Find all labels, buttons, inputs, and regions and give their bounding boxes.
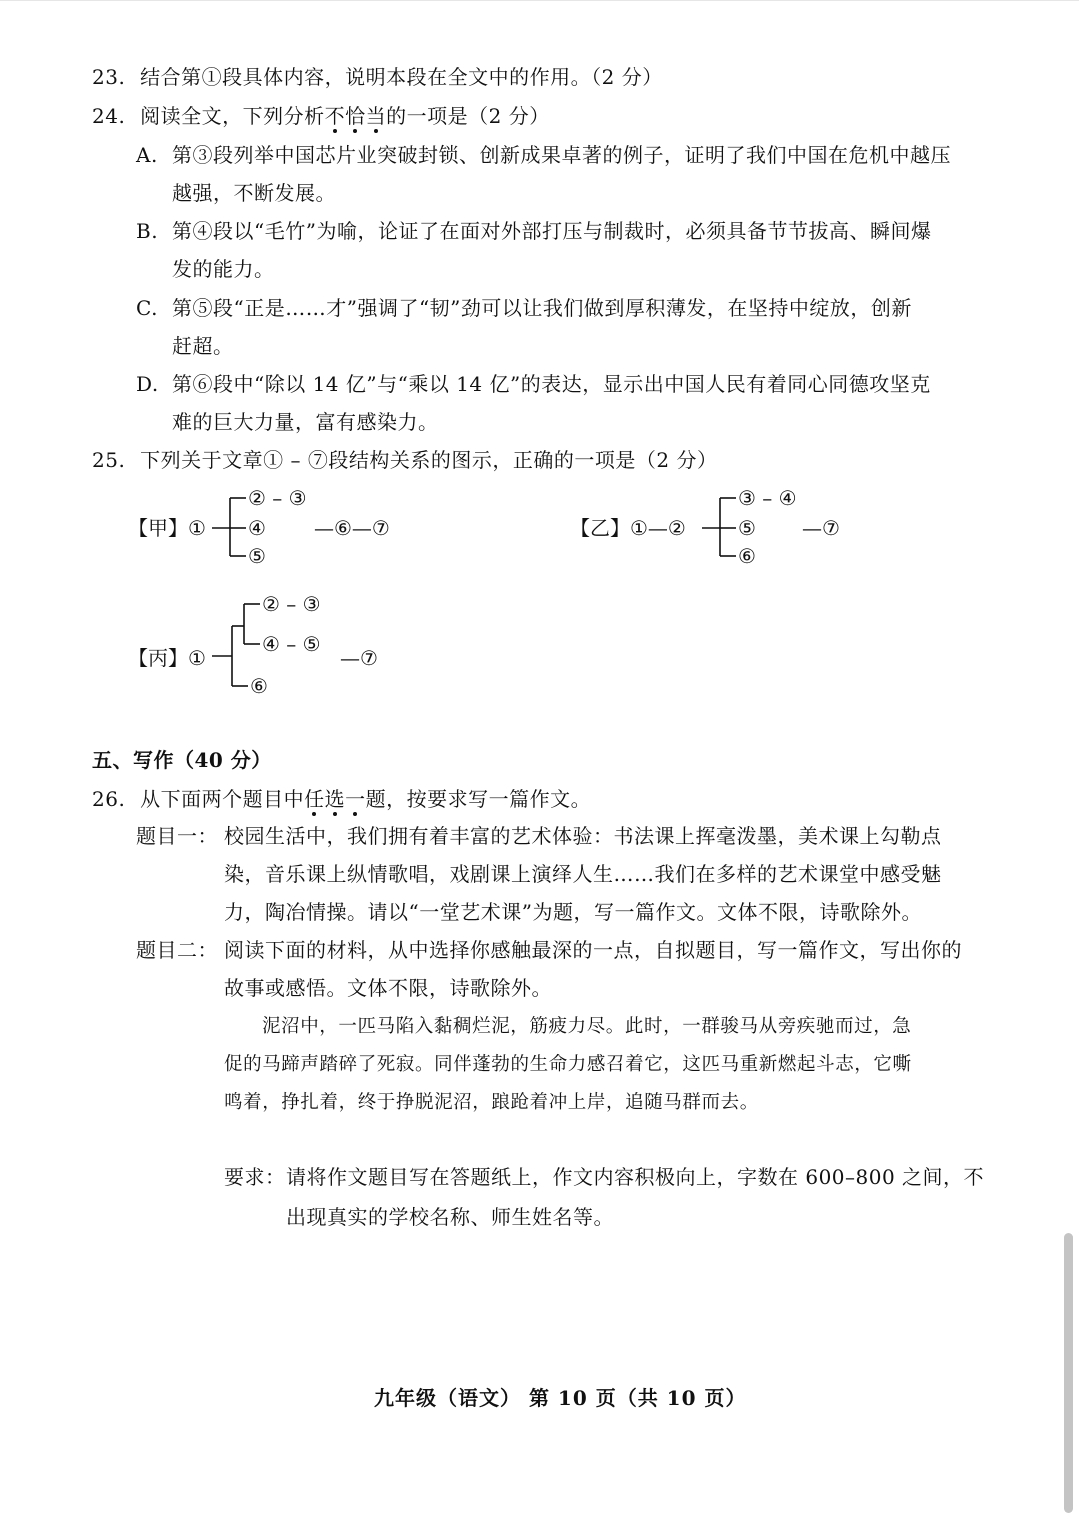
option-a [136, 141, 951, 169]
diagram-label: 【乙】 [570, 516, 630, 540]
page-footer: 九年级（语文） 第 10 页（共 10 页） [374, 1386, 747, 1410]
option-b-continued: 发的能力。 [172, 257, 275, 281]
material-paragraph-continued: 促的马蹄声踏碎了死寂。同伴蓬勃的生命力感召着它，这匹马重新燃起斗志，它嘶 [224, 1054, 912, 1075]
option-text: 第⑥段中“除以 14 亿”与“乘以 14 亿”的表达，显示出中国人民有着同心同德攻坚克 [172, 372, 931, 396]
topic-one [136, 822, 942, 850]
material-paragraph-continued: 鸣着，挣扎着，终于挣脱泥沼，踉跄着冲上岸，追随马群而去。 [224, 1092, 759, 1113]
question-23 [92, 63, 663, 91]
option-b [136, 217, 931, 245]
option-c-continued: 赶超。 [172, 334, 234, 358]
question-text-part: 的一项是（2 分） [386, 104, 550, 128]
diagram-root-node: ① [188, 646, 206, 670]
topic-label: 题目二： [136, 938, 218, 962]
diagram-root-node: ① [188, 516, 206, 540]
question-text [140, 104, 550, 128]
diagram-branch-node: ④ [248, 516, 266, 540]
option-letter: C. [136, 296, 158, 320]
emphasis-char: 当 [365, 104, 387, 128]
option-text: 第③段列举中国芯片业突破封锁、创新成果卓著的例子，证明了我们中国在危机中越压 [172, 143, 951, 167]
requirement-label: 要求： [224, 1165, 286, 1189]
requirement-text: 请将作文题目写在答题纸上，作文内容积极向上，字数在 600–800 之间，不 [286, 1165, 985, 1189]
emphasis-char: 不 [324, 104, 346, 128]
topic-two [136, 936, 962, 964]
diagram-branch-node: ② – ③ [248, 486, 307, 510]
diagram-label: 【丙】 [128, 646, 188, 670]
option-text: 第④段以“毛竹”为喻，论证了在面对外部打压与制裁时，必须具备节节拔高、瞬间爆 [172, 219, 932, 243]
diagram-branch-node: ⑥ [738, 544, 756, 568]
diagram-label: 【甲】 [128, 516, 188, 540]
option-letter: A. [136, 143, 158, 167]
diagram-branch-node: ⑤ [738, 516, 756, 540]
diagram-tail-nodes: —⑦ [340, 646, 378, 670]
question-number: 24. [92, 104, 126, 128]
option-letter: D. [136, 372, 159, 396]
structure-diagram-bing [128, 590, 448, 700]
topic-label: 题目一： [136, 824, 218, 848]
question-number: 25. [92, 448, 126, 472]
question-number: 26. [92, 787, 126, 811]
option-letter: B. [136, 219, 159, 243]
diagram-tail-nodes: —⑥—⑦ [314, 516, 390, 540]
question-number: 23. [92, 65, 126, 89]
question-24 [92, 102, 550, 130]
structure-diagram-yi [570, 484, 870, 574]
question-25 [92, 446, 717, 474]
emphasis-char: 一 [345, 787, 366, 811]
question-text: 下列关于文章① – ⑦段结构关系的图示，正确的一项是（2 分） [140, 448, 718, 472]
option-d [136, 370, 931, 398]
topic-one-continued: 力，陶冶情操。请以“一堂艺术课”为题，写一篇作文。文体不限，诗歌除外。 [224, 900, 922, 924]
diagram-branch-node: ③ – ④ [738, 486, 797, 510]
section-title: 五、写作（40 分） [92, 748, 272, 772]
emphasis-char: 恰 [345, 104, 366, 128]
requirement-continued: 出现真实的学校名称、师生姓名等。 [286, 1205, 614, 1229]
option-a-continued: 越强，不断发展。 [172, 181, 336, 205]
question-text: 结合第①段具体内容，说明本段在全文中的作用。（2 分） [140, 65, 663, 89]
topic-two-continued: 故事或感悟。文体不限，诗歌除外。 [224, 976, 552, 1000]
diagram-branch-node: ② – ③ [262, 592, 321, 616]
question-26 [92, 785, 591, 813]
scrollbar-thumb[interactable] [1064, 1233, 1073, 1513]
diagram-branch-node: ⑥ [250, 674, 268, 698]
option-d-continued: 难的巨大力量，富有感染力。 [172, 410, 439, 434]
topic-text: 阅读下面的材料，从中选择你感触最深的一点，自拟题目，写一篇作文，写出你的 [224, 938, 962, 962]
diagram-branch-node: ⑤ [248, 544, 266, 568]
structure-diagram-jia [128, 484, 448, 574]
topic-text: 校园生活中，我们拥有着丰富的艺术体验：书法课上挥毫泼墨，美术课上勾勒点 [224, 824, 942, 848]
diagram-tail-nodes: —⑦ [802, 516, 840, 540]
option-text: 第⑤段“正是……才”强调了“韧”劲可以让我们做到厚积薄发，在坚持中绽放，创新 [172, 296, 912, 320]
question-text-part: 阅读全文，下列分析 [140, 104, 325, 128]
emphasis-char: 任 [304, 787, 325, 811]
requirement [224, 1163, 984, 1191]
option-c [136, 294, 912, 322]
question-text-part: 从下面两个题目中 [140, 787, 305, 811]
question-text [140, 787, 591, 811]
topic-one-continued: 染，音乐课上纵情歌唱，戏剧课上演绎人生……我们在多样的艺术课堂中感受魅 [224, 862, 942, 886]
emphasis-char: 选 [324, 787, 346, 811]
material-paragraph: 泥沼中，一匹马陷入黏稠烂泥，筋疲力尽。此时，一群骏马从旁疾驰而过，急 [262, 1016, 912, 1037]
diagram-branch-node: ④ – ⑤ [262, 632, 321, 656]
diagram-root-node: ①—② [630, 516, 686, 540]
page-top-edge [0, 0, 1079, 1]
question-text-part: 题，按要求写一篇作文。 [365, 787, 592, 811]
